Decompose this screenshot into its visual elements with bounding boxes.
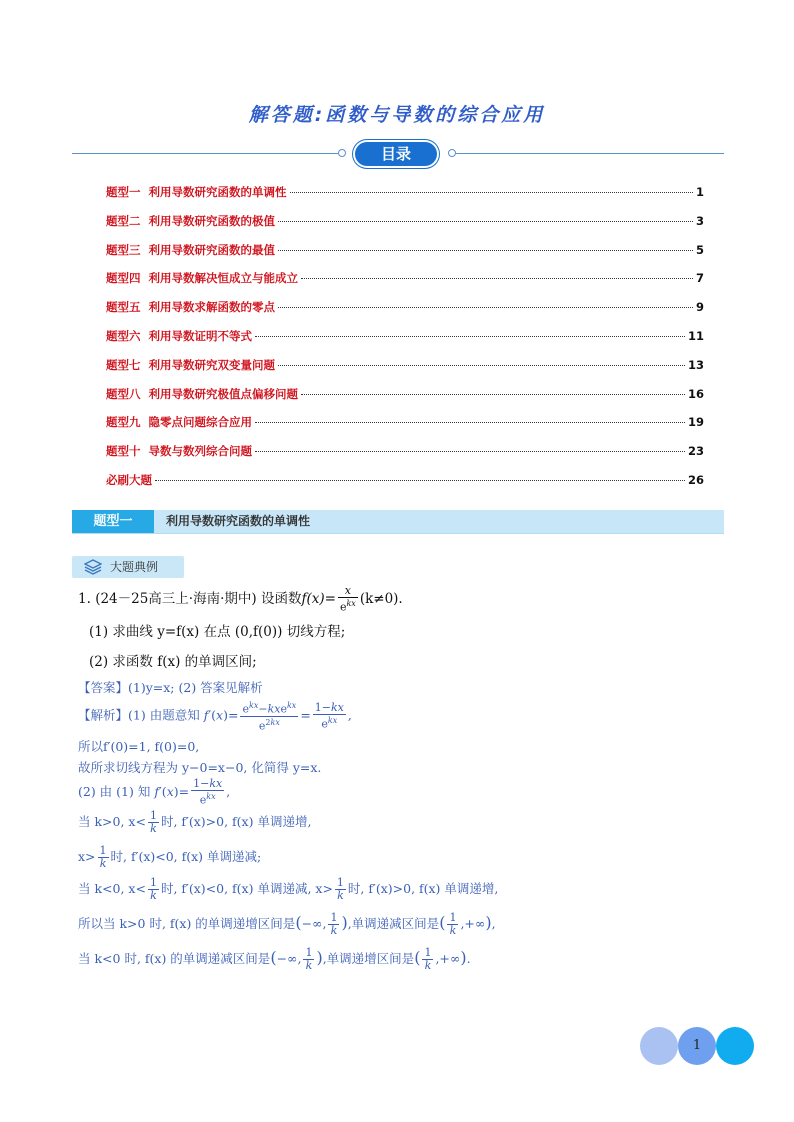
solution-text: (1) 由题意知 [128,707,200,723]
fraction-1-over-k: $\frac{1}{k}$ [305,946,313,972]
solution-line-3: 故所求切线方程为 y−0=x−0, 化简得 y=x. [78,760,322,775]
toc-item[interactable] [106,236,704,265]
toc-leader [278,250,693,251]
toc-item-page: 5 [695,242,704,257]
section-header [72,510,724,534]
toc-item-text: 导数与数列综合问题 [148,444,252,459]
toc-leader [278,221,693,222]
toc-item-type: 题型七 [106,357,141,372]
toc-item[interactable] [106,322,704,351]
problem-source: (24－25高三上·海南·期中) [95,590,257,607]
solution-line-4: (2) 由 (1) 知 f′(x)= $\frac{1-kx}{e^{kx}}$ , [78,777,231,807]
toc-item-page: 16 [687,386,704,401]
toc-leader [255,451,685,452]
divider [456,153,724,154]
fraction-derivative: $\frac{e^{kx}-kxe^{kx}}{e^{2kx}}$ [242,701,297,733]
solution-line-2: 所以f′(0)=1, f(0)=0, [78,739,200,754]
solution-text: 单调递增区间是 [326,951,415,966]
solution-line-5 [78,810,311,835]
solution-line-7 [78,877,498,902]
toc-item-type: 题型四 [106,271,141,286]
toc-item-type: 题型二 [106,213,141,228]
solution-text: (2) 由 (1) 知 [78,783,151,799]
toc-item-text: 利用导数研究双变量问题 [148,357,275,372]
solution-text: 当 k<0, x< [78,881,146,896]
page-number: 1 [692,1038,702,1053]
divider-dot [448,149,456,157]
fraction-1-over-k: $\frac{1}{k}$ [99,844,107,870]
solution-text: 当 k<0 时, f(x) 的单调递减区间是 [78,951,271,966]
toc-item-text: 利用导数研究函数的单调性 [148,185,287,199]
toc-item[interactable] [106,178,704,207]
solution-text: 当 k>0, x< [78,814,146,829]
toc-item-type: 题型六 [106,328,141,343]
toc-item-text: 隐零点问题综合应用 [148,415,252,430]
toc-item-type: 题型八 [106,386,141,401]
example-badge [72,556,184,578]
fraction-1-over-k: $\frac{1}{k}$ [424,946,432,972]
question-1: (1) 求曲线 y=f(x) 在点 (0,f(0)) 切线方程; [89,624,346,640]
fraction-1-over-k: $\frac{1}{k}$ [149,809,157,835]
problem-stem: 1. (24－25高三上·海南·期中) 设函数f(x)= $\frac{x}{e^{kx}}$ (k≠0). [78,584,403,614]
toc-item[interactable] [106,207,704,236]
toc-banner [72,140,724,168]
toc-item[interactable] [106,408,704,437]
solution-text: 单调递减区间是 [351,916,440,931]
fraction-simplified: $\frac{1-kx}{e^{kx}}$ [193,777,223,807]
toc-item-text: 利用导数解决恒成立与能成立 [148,271,298,286]
toc-item-page: 3 [695,213,704,228]
toc-item-type: 必刷大题 [106,472,152,487]
toc-item-page: 7 [695,271,704,286]
answer-label: 【答案】 [78,680,129,695]
toc-item[interactable] [106,264,704,293]
toc-item-page: 23 [687,444,704,459]
toc-label: 目录 [355,142,437,166]
solution-label: 【解析】 [78,707,129,723]
solution-line-1: 【解析】(1) 由题意知 f′(x)= $\frac{e^{kx}-kxe^{kx}}{e^{2kx}}$ = $\frac{1-kx}{e^{kx}}$ , [78,700,352,733]
example-badge-label: 大题典例 [110,560,159,574]
problem-stem-a: 设函数 [260,590,302,607]
toc-item-text: 利用导数研究函数的最值 [148,242,275,257]
toc-item-type: 题型十 [106,444,141,459]
toc-leader [255,336,685,337]
toc-leader [278,307,693,308]
toc-item[interactable] [106,293,704,322]
toc-item-text: 利用导数求解函数的零点 [148,300,275,315]
solution-line-9: 当 k<0 时, f(x) 的单调递减区间是(−∞, $\frac{1}{k}$ ),单调递增区间是( $\frac{1}{k}$ ,+∞). [78,946,471,972]
fraction-1-over-k: $\frac{1}{k}$ [330,911,338,937]
page-title: 解答题:函数与导数的综合应用 [248,104,546,126]
answer-line [78,678,263,696]
fraction-1-over-k: $\frac{1}{k}$ [336,876,344,902]
question-2: (2) 求函数 f(x) 的单调区间; [89,654,257,670]
toc-item-type: 题型九 [106,415,141,430]
section-tag: 题型一 [72,510,154,533]
divider-dot [338,149,346,157]
toc-item[interactable] [106,437,704,466]
toc-item-type: 题型五 [106,300,141,315]
solution-text: x> [78,849,96,864]
layers-icon [84,559,102,575]
solution-text: 时, f′(x)<0, f(x) 单调递减; [110,849,262,864]
table-of-contents [106,178,704,495]
solution-text: 时, f′(x)<0, f(x) 单调递减, x> [160,881,333,896]
toc-item-page: 13 [687,357,704,372]
toc-item-page: 19 [687,415,704,430]
solution-line-8: 所以当 k>0 时, f(x) 的单调递增区间是(−∞, $\frac{1}{k}$ ),单调递减区间是( $\frac{1}{k}$ ,+∞), [78,911,496,937]
answer-text: (1)y=x; (2) 答案见解析 [128,680,263,695]
decor-circle [640,1027,678,1065]
fraction-x-over-ekx: $\frac{x}{e^{kx}}$ [339,584,356,614]
toc-leader [290,192,693,193]
toc-item-page: 1 [695,185,704,199]
solution-line-6 [78,845,261,870]
divider [72,153,338,154]
solution-text: 所以当 k>0 时, f(x) 的单调递增区间是 [78,916,296,931]
toc-leader [255,422,685,423]
fraction-1-over-k: $\frac{1}{k}$ [149,876,157,902]
toc-item-text: 利用导数研究极值点偏移问题 [148,386,298,401]
toc-item[interactable] [106,466,704,495]
toc-leader [155,480,685,481]
page-number-badge [640,1025,755,1065]
toc-item-page: 11 [687,328,704,343]
problem-stem-b: (k≠0). [359,590,403,607]
toc-leader [301,394,685,395]
section-title: 利用导数研究函数的单调性 [166,514,311,528]
toc-item[interactable] [106,380,704,409]
toc-item[interactable] [106,351,704,380]
toc-item-type: 题型三 [106,242,141,257]
fraction-simplified: $\frac{1-kx}{e^{kx}}$ [314,700,344,731]
solution-text: 时, f′(x)>0, f(x) 单调递增, [347,881,499,896]
fraction-1-over-k: $\frac{1}{k}$ [449,911,457,937]
toc-item-page: 26 [687,472,704,487]
toc-item-text: 利用导数证明不等式 [148,328,252,343]
toc-item-page: 9 [695,300,704,315]
toc-leader [301,278,693,279]
decor-circle [716,1027,754,1065]
solution-text: 时, f′(x)>0, f(x) 单调递增, [160,814,312,829]
math-fx: f(x) [301,590,325,607]
problem-number: 1. [78,590,91,607]
toc-item-type: 题型一 [106,185,141,199]
toc-item-text: 利用导数研究函数的极值 [148,213,275,228]
toc-leader [278,365,685,366]
